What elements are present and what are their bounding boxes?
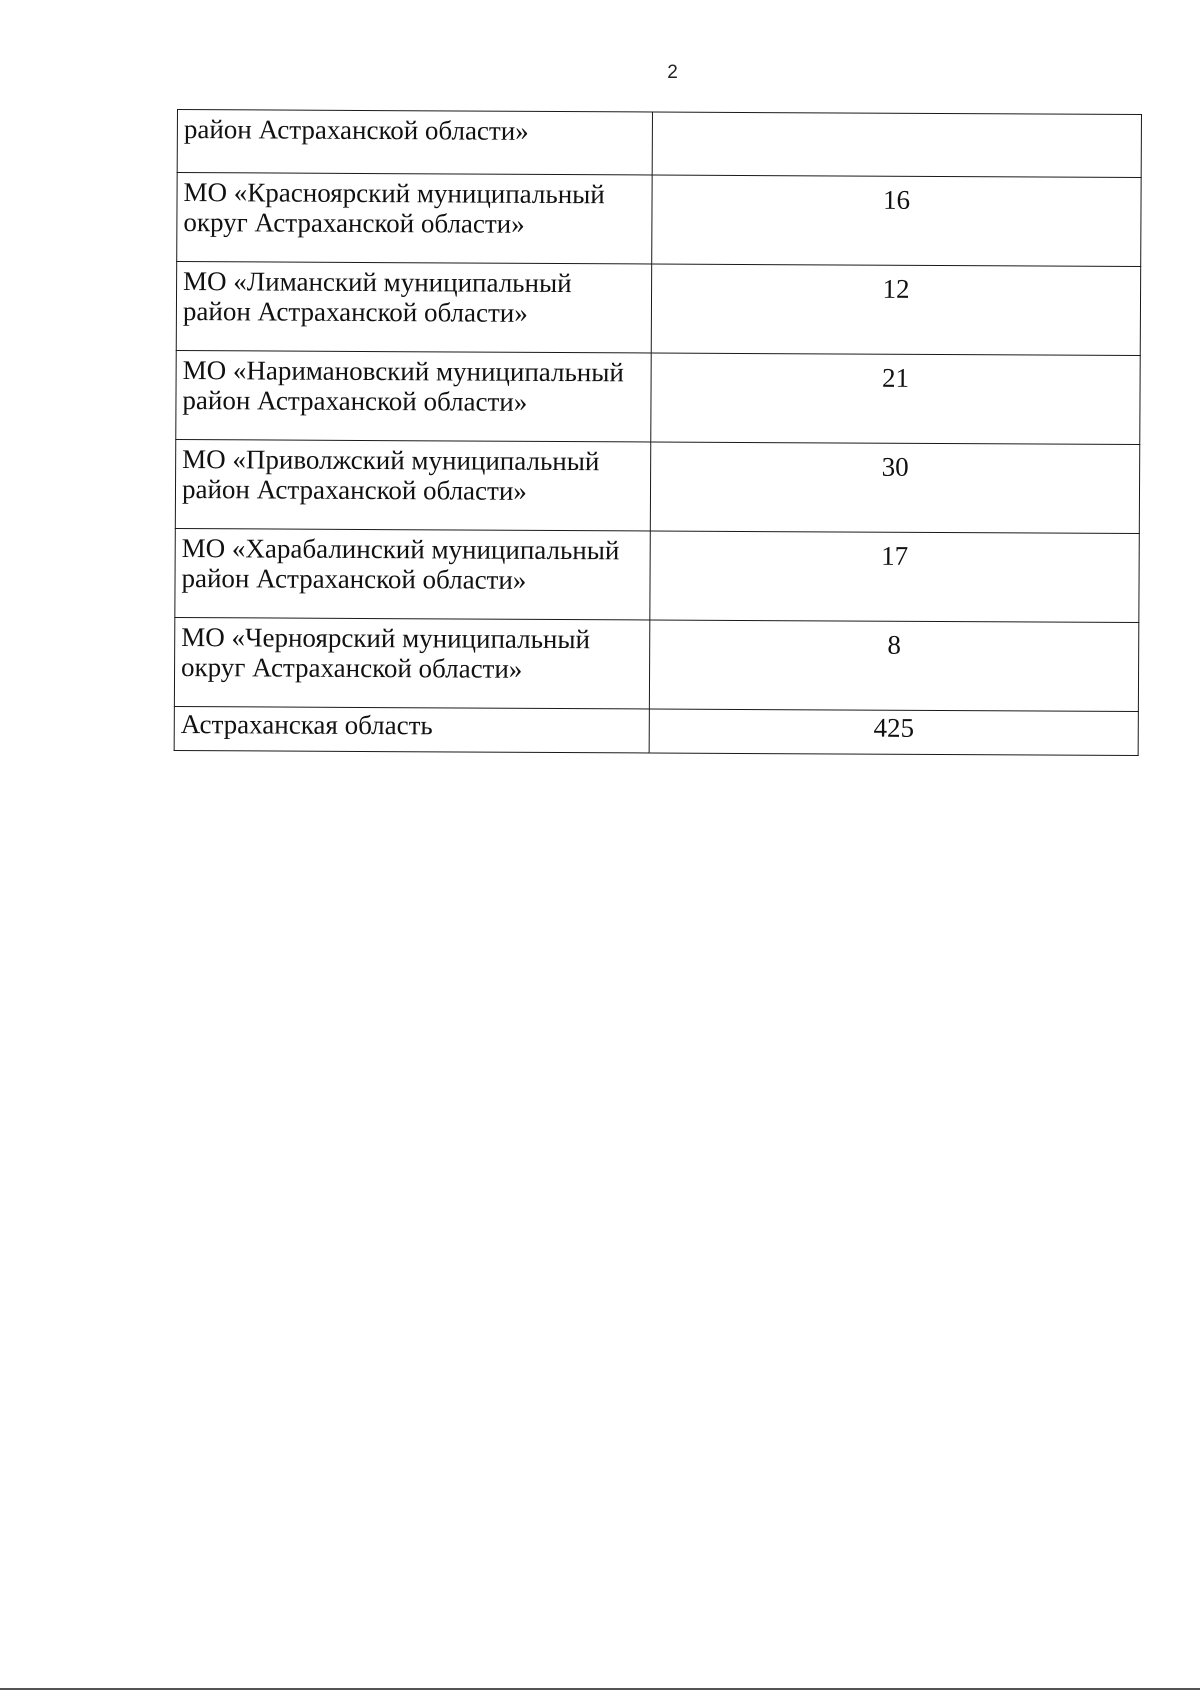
total-value-cell: 425 bbox=[649, 709, 1138, 756]
row-value-cell: 21 bbox=[651, 353, 1140, 445]
table-row bbox=[175, 528, 1139, 622]
row-value-cell: 8 bbox=[649, 620, 1138, 712]
table-row bbox=[176, 350, 1140, 444]
row-name-cell: МО «Красноярский муниципальный округ Астраханской области» bbox=[177, 173, 652, 264]
row-name-cell: МО «Наримановский муниципальный район Астраханской области» bbox=[176, 350, 651, 441]
page-number: 2 bbox=[667, 62, 678, 83]
table-row bbox=[175, 439, 1139, 533]
row-name-cell: МО «Харабалинский муниципальный район Астраханской области» bbox=[175, 528, 650, 619]
scan-bottom-edge-line bbox=[0, 1688, 1200, 1690]
row-name-cell: МО «Черноярский муниципальный округ Астраханской области» bbox=[174, 617, 649, 708]
total-name-cell: Астраханская область bbox=[174, 706, 649, 752]
data-table-container bbox=[174, 109, 1142, 756]
row-value-cell: 30 bbox=[650, 442, 1139, 534]
data-table bbox=[174, 109, 1142, 756]
table-row bbox=[177, 173, 1141, 267]
row-value-cell bbox=[652, 112, 1141, 178]
row-name-cell: МО «Приволжский муниципальный район Астраханской области» bbox=[175, 439, 650, 530]
table-row bbox=[177, 110, 1141, 178]
table-row bbox=[176, 262, 1140, 356]
row-value-cell: 16 bbox=[652, 175, 1141, 267]
row-name-cell: район Астраханской области» bbox=[177, 110, 652, 175]
row-value-cell: 12 bbox=[651, 264, 1140, 356]
table-row bbox=[174, 617, 1138, 711]
row-value-cell: 17 bbox=[650, 531, 1139, 623]
table-total-row bbox=[174, 706, 1138, 755]
row-name-cell: МО «Лиманский муниципальный район Астраханской области» bbox=[176, 262, 651, 353]
